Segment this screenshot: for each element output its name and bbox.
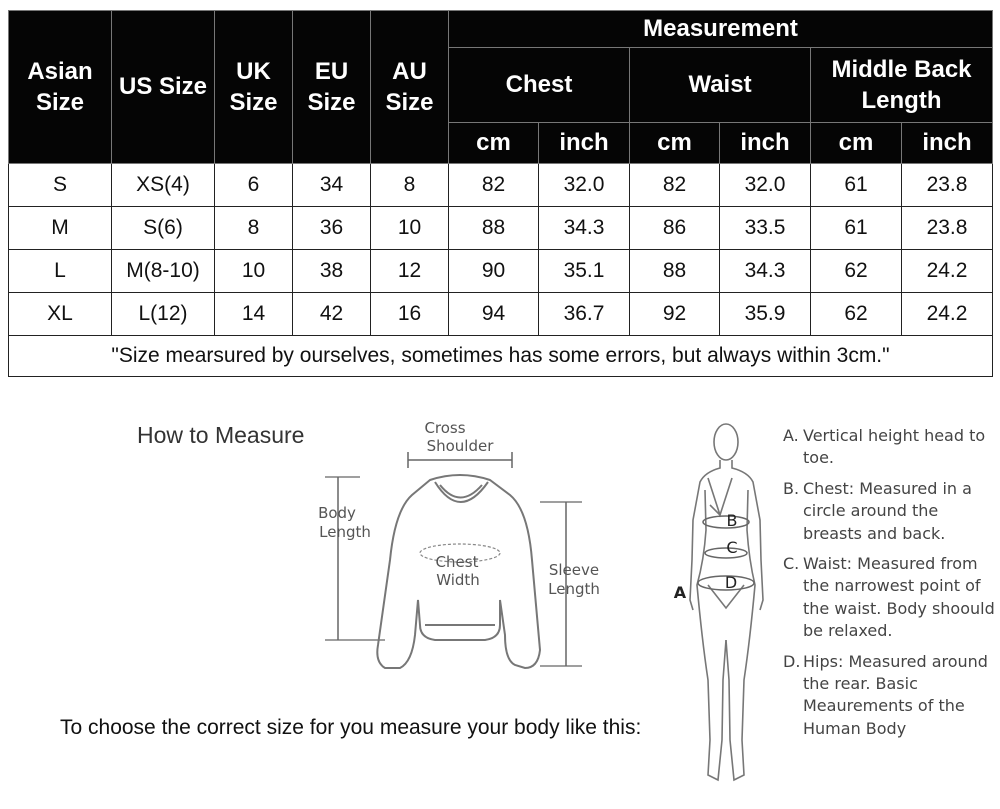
header-middle-back-length: Middle Back Length — [811, 48, 993, 123]
table-cell: XS(4) — [112, 164, 215, 207]
table-cell: L(12) — [112, 293, 215, 336]
step-text: Hips: Measured around the rear. Basic Meaurements of the Human Body — [803, 651, 988, 738]
table-cell: 61 — [811, 164, 902, 207]
table-cell: 94 — [449, 293, 539, 336]
table-cell: 32.0 — [720, 164, 811, 207]
header-chest: Chest — [449, 48, 630, 123]
table-cell: 38 — [293, 250, 371, 293]
table-cell: 82 — [630, 164, 720, 207]
table-cell: 90 — [449, 250, 539, 293]
table-cell: 35.9 — [720, 293, 811, 336]
step-key: B. — [783, 478, 800, 498]
step-text: Chest: Measured in a circle around the breasts and back. — [803, 478, 972, 543]
table-cell: 36 — [293, 207, 371, 250]
header-asian-size: Asian Size — [9, 11, 112, 164]
label-c: C — [726, 538, 738, 557]
table-cell: 10 — [371, 207, 449, 250]
cross-shoulder-label: Cross — [424, 419, 466, 437]
table-cell: S(6) — [112, 207, 215, 250]
table-row — [9, 207, 993, 250]
header-unit: cm — [630, 123, 720, 164]
header-au-size: AU Size — [371, 11, 449, 164]
header-uk-size: UK Size — [215, 11, 293, 164]
shirt-measure-diagram — [300, 410, 630, 680]
table-cell: M — [9, 207, 112, 250]
table-cell: S — [9, 164, 112, 207]
table-note-row — [9, 336, 993, 377]
header-unit: cm — [811, 123, 902, 164]
table-cell: 6 — [215, 164, 293, 207]
step-text: Waist: Measured from the narrowest point of the waist. Body shoould be relaxed. — [803, 553, 995, 641]
table-cell: 35.1 — [539, 250, 630, 293]
step-key: C. — [783, 553, 800, 573]
body-length-label: Body — [318, 504, 356, 522]
table-cell: M(8-10) — [112, 250, 215, 293]
step-text: Vertical height head to toe. — [803, 426, 986, 468]
body-outline — [690, 424, 763, 780]
table-cell: 36.7 — [539, 293, 630, 336]
step-key: A. — [783, 426, 799, 445]
header-eu-size: EU Size — [293, 11, 371, 164]
cross-shoulder-label: Shoulder — [426, 437, 494, 455]
step-item — [783, 478, 998, 545]
size-chart-table — [8, 10, 993, 377]
table-cell: 61 — [811, 207, 902, 250]
table-cell: 16 — [371, 293, 449, 336]
table-cell: 34 — [293, 164, 371, 207]
table-cell: 42 — [293, 293, 371, 336]
table-cell: 24.2 — [902, 293, 993, 336]
table-row — [9, 250, 993, 293]
header-unit: inch — [539, 123, 630, 164]
table-cell: 10 — [215, 250, 293, 293]
table-row — [9, 293, 993, 336]
label-b: B — [726, 511, 738, 530]
header-unit: cm — [449, 123, 539, 164]
table-cell: 32.0 — [539, 164, 630, 207]
table-cell: 62 — [811, 250, 902, 293]
table-cell: 82 — [449, 164, 539, 207]
chest-width-label: Chest — [435, 553, 479, 571]
label-a: A — [673, 583, 687, 602]
table-cell: 86 — [630, 207, 720, 250]
table-cell: 14 — [215, 293, 293, 336]
step-item — [783, 553, 998, 643]
table-row — [9, 164, 993, 207]
table-cell: 12 — [371, 250, 449, 293]
step-item — [783, 651, 998, 741]
table-cell: L — [9, 250, 112, 293]
measure-instruction: To choose the correct size for you measure your body like this: — [60, 716, 642, 739]
measurement-note: "Size mearsured by ourselves, sometimes has some errors, but always within 3cm." — [9, 336, 993, 377]
body-measure-figure — [660, 410, 780, 809]
header-unit: inch — [902, 123, 993, 164]
measure-steps — [783, 425, 998, 748]
table-cell: 23.8 — [902, 207, 993, 250]
table-cell: 62 — [811, 293, 902, 336]
table-cell: 23.8 — [902, 164, 993, 207]
header-measurement: Measurement — [449, 11, 993, 48]
sleeve-length-label: Sleeve — [548, 561, 600, 579]
label-d: D — [724, 573, 738, 592]
table-cell: XL — [9, 293, 112, 336]
table-cell: 88 — [630, 250, 720, 293]
table-cell: 92 — [630, 293, 720, 336]
step-key: D. — [783, 651, 801, 671]
table-cell: 8 — [215, 207, 293, 250]
table-cell: 88 — [449, 207, 539, 250]
chest-width-label: Width — [436, 571, 480, 589]
header-waist: Waist — [630, 48, 811, 123]
table-cell: 34.3 — [539, 207, 630, 250]
table-cell: 34.3 — [720, 250, 811, 293]
table-cell: 33.5 — [720, 207, 811, 250]
header-us-size: US Size — [112, 11, 215, 164]
how-to-measure-title: How to Measure — [137, 422, 305, 448]
table-cell: 24.2 — [902, 250, 993, 293]
body-length-label: Length — [319, 523, 371, 541]
table-cell: 8 — [371, 164, 449, 207]
sleeve-length-label: Length — [548, 580, 600, 598]
header-unit: inch — [720, 123, 811, 164]
step-item — [783, 425, 998, 470]
